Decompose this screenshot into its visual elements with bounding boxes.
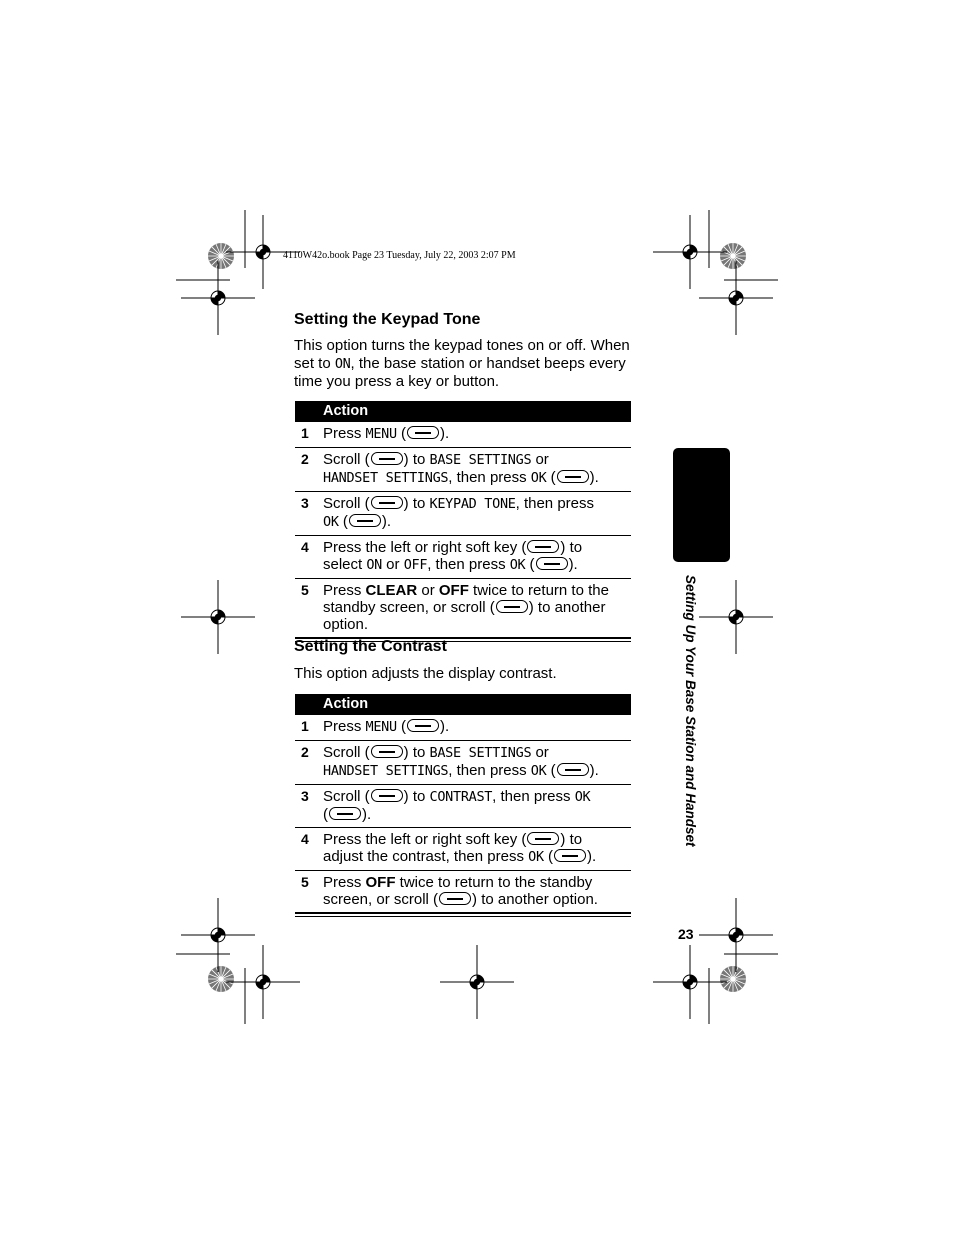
navigation-key-icon xyxy=(496,600,528,613)
navigation-key-icon xyxy=(407,719,439,732)
step-number: 5 xyxy=(301,874,309,890)
step-text: Press the left or right soft key ( ) to select ON or OFF, then press OK ( ). xyxy=(323,539,583,573)
page-number: 23 xyxy=(678,926,694,942)
navigation-key-icon xyxy=(407,426,439,439)
step-text: Press OFF twice to return to the standby screen, or scroll ( ) to another option. xyxy=(323,874,598,908)
table-row xyxy=(295,828,631,871)
chapter-tab xyxy=(673,448,730,562)
step-text: Press CLEAR or OFF twice to return to the standby screen, or scroll ( ) to another option. xyxy=(323,582,609,633)
navigation-key-icon xyxy=(349,514,381,527)
display-text: BASE SETTINGS xyxy=(429,745,532,761)
step-number: 4 xyxy=(301,539,309,555)
table-row xyxy=(295,536,631,579)
step-number: 2 xyxy=(301,744,309,760)
navigation-key-icon xyxy=(371,496,403,509)
table-body xyxy=(295,715,631,913)
step-text: Press MENU ( ). xyxy=(323,425,450,442)
display-text: OK xyxy=(528,849,544,865)
navigation-key-icon xyxy=(557,470,589,483)
section-title-contrast: Setting the Contrast xyxy=(294,638,447,655)
display-text: OK xyxy=(530,470,547,486)
table-row xyxy=(295,741,631,785)
step-text: Press the left or right soft key ( ) to adjust the contrast, then press OK ( ). xyxy=(323,831,597,865)
display-text: HANDSET SETTINGS xyxy=(323,763,449,779)
step-text: Scroll ( ) to BASE SETTINGS or HANDSET SETTINGS, then press OK ( ). xyxy=(323,451,599,486)
step-text: Press MENU ( ). xyxy=(323,718,450,735)
display-text: CONTRAST xyxy=(429,789,493,805)
table-row xyxy=(295,579,631,638)
display-text: KEYPAD TONE xyxy=(429,496,516,512)
contrast-intro: This option adjusts the display contrast. xyxy=(294,665,557,682)
step-number: 5 xyxy=(301,582,309,598)
step-text: Scroll ( ) to BASE SETTINGS or HANDSET SETTINGS, then press OK ( ). xyxy=(323,744,599,779)
table-row xyxy=(295,785,631,828)
key-name: OFF xyxy=(365,874,396,891)
navigation-key-icon xyxy=(439,892,471,905)
navigation-key-icon xyxy=(329,807,361,820)
display-text: MENU xyxy=(365,719,397,735)
table-header: Action xyxy=(295,401,631,422)
step-number: 2 xyxy=(301,451,309,467)
navigation-key-icon xyxy=(527,832,559,845)
table-row xyxy=(295,492,631,536)
display-text: OK xyxy=(530,763,547,779)
display-text: MENU xyxy=(365,426,397,442)
navigation-key-icon xyxy=(536,557,568,570)
table-header: Action xyxy=(295,694,631,715)
navigation-key-icon xyxy=(371,789,403,802)
navigation-key-icon xyxy=(554,849,586,862)
print-header: 4110W42o.book Page 23 Tuesday, July 22, 2003 2:07 PM xyxy=(283,250,516,261)
table-body xyxy=(295,422,631,638)
key-name: OFF xyxy=(438,582,469,599)
navigation-key-icon xyxy=(557,763,589,776)
display-text: OK xyxy=(509,557,526,573)
step-number: 1 xyxy=(301,425,309,441)
table-row xyxy=(295,448,631,492)
navigation-key-icon xyxy=(527,540,559,553)
key-name: CLEAR xyxy=(365,582,418,599)
chapter-side-label: Setting Up Your Base Station and Handset xyxy=(683,575,698,847)
keypad-tone-intro: This option turns the keypad tones on or off. When set to ON, the base station or handset beeps every time you press a key or button. xyxy=(294,337,630,390)
step-text: Scroll ( ) to CONTRAST, then press OK ( ). xyxy=(323,788,591,823)
display-text: BASE SETTINGS xyxy=(429,452,532,468)
keypad-tone-action-table xyxy=(295,401,631,642)
display-text: OK xyxy=(323,514,339,530)
navigation-key-icon xyxy=(371,745,403,758)
step-number: 3 xyxy=(301,788,309,804)
table-end-rule xyxy=(295,913,631,917)
table-row xyxy=(295,422,631,448)
display-text: OK xyxy=(574,789,591,805)
display-text: OFF xyxy=(403,557,428,573)
table-row xyxy=(295,715,631,741)
contrast-action-table xyxy=(295,694,631,917)
display-text: ON xyxy=(366,557,383,573)
section-title-keypad-tone: Setting the Keypad Tone xyxy=(294,311,481,328)
step-number: 4 xyxy=(301,831,309,847)
step-number: 3 xyxy=(301,495,309,511)
step-text: Scroll ( ) to KEYPAD TONE, then press OK ( ). xyxy=(323,495,595,530)
step-number: 1 xyxy=(301,718,309,734)
navigation-key-icon xyxy=(371,452,403,465)
display-text: HANDSET SETTINGS xyxy=(323,470,449,486)
table-row xyxy=(295,871,631,913)
